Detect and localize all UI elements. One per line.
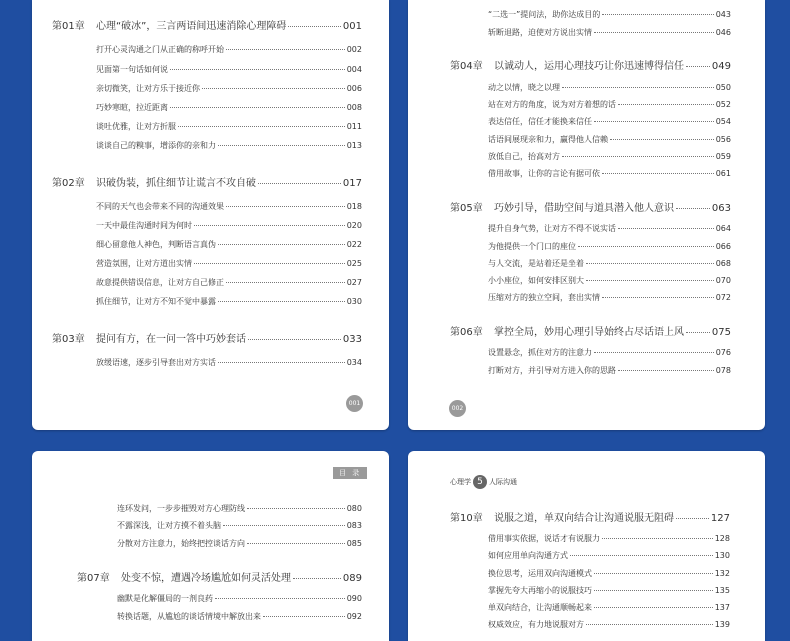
section-entry[interactable] [117,611,362,622]
page-ref: 018 [346,202,362,211]
section-entry[interactable] [488,275,731,286]
section-entry[interactable] [96,201,362,212]
section-title: 谈吐优雅，让对方折服 [96,122,176,131]
section-title: 见面第一句话如何说 [96,65,168,74]
chapter-title: 巧妙引导，借助空间与道具潜入他人意识 [494,203,674,214]
section-title: 打断对方，并引导对方进入你的思路 [488,366,616,375]
leader-dots [602,173,714,174]
leader-dots [594,121,714,122]
leader-dots [218,362,345,363]
section-title: 单双向结合，让沟通顺畅起来 [488,603,592,612]
leader-dots [247,543,345,544]
section-title: 放低自己，抬高对方 [488,152,560,161]
leader-dots [258,183,341,184]
page-ref: 011 [346,122,362,131]
page-ref: 034 [346,358,362,367]
leader-dots [202,88,345,89]
page-ref: 078 [715,366,731,375]
page-ref: 130 [714,551,730,560]
page-ref: 049 [711,61,731,72]
page-ref: 128 [714,534,730,543]
chapter-entry[interactable] [52,17,362,32]
leader-dots [594,607,713,608]
chapter-entry[interactable] [52,330,362,345]
page-ref: 004 [346,65,362,74]
leader-dots [562,87,714,88]
page-ref: 061 [715,169,731,178]
section-title: 换位思考，运用双向沟通模式 [488,569,592,578]
section-title: 为他提供一个门口的座位 [488,242,576,251]
section-title: 提升自身气势，让对方不得不说实话 [488,224,616,233]
section-title: 打开心灵沟通之门从正确的称呼开始 [96,45,224,54]
section-entry[interactable] [488,27,731,38]
leader-dots [178,126,345,127]
chapter-title: 提问有方，在一问一答中巧妙套话 [96,334,246,345]
page-ref: 064 [715,224,731,233]
chapter-title: 心理“破冰”，三言两语间迅速消除心理障碍 [96,21,287,32]
section-title: 小小座位，如何安排区别大 [488,276,584,285]
page-ref: 052 [715,100,731,109]
page-ref: 046 [715,28,731,37]
toc-page-4 [408,451,765,641]
leader-dots [676,518,709,519]
leader-dots [618,228,714,229]
page-ref: 017 [342,178,362,189]
leader-dots [594,32,714,33]
section-title: 巧妙寒暄，拉近距离 [96,103,168,112]
page-ref: 030 [346,297,362,306]
section-entry[interactable] [96,220,362,231]
chapter-label: 第03章 [52,334,85,345]
leader-dots [218,244,345,245]
page-ref: 033 [342,334,362,345]
leader-dots [247,508,345,509]
section-title: 权威效应，有力地说服对方 [488,620,584,629]
section-entry[interactable] [96,83,362,94]
leader-dots [610,139,714,140]
section-entry[interactable] [488,241,731,252]
section-title: 表达信任，信任才能换来信任 [488,117,592,126]
chapter-title: 识破伪装，抓住细节让谎言不攻自破 [96,178,256,189]
page-ref: 127 [710,513,730,524]
page-ref: 013 [346,141,362,150]
section-entry[interactable] [488,550,730,561]
chapter-entry[interactable] [77,569,362,584]
chapter-label: 第02章 [52,178,85,189]
section-entry[interactable] [488,9,731,20]
leader-dots [602,297,714,298]
section-title: 抓住细节，让对方不知不觉中暴露 [96,297,216,306]
section-title: 故意提供错误信息，让对方自己修正 [96,278,224,287]
page-ref: 027 [346,278,362,287]
section-title: 斩断退路，迫使对方说出实情 [488,28,592,37]
section-entry[interactable] [488,82,731,93]
page-ref: 090 [346,594,362,603]
section-entry[interactable] [488,223,731,234]
section-title: 借用故事，让你的言论有据可依 [488,169,600,178]
page-ref: 089 [342,573,362,584]
page-ref: 008 [346,103,362,112]
page-ref: 050 [715,83,731,92]
section-entry[interactable] [96,277,362,288]
chapter-label: 第07章 [77,573,110,584]
section-title: 压缩对方的独立空间，套出实情 [488,293,600,302]
section-title: 谈谈自己的糗事，增添你的亲和力 [96,141,216,150]
page-ref: 066 [715,242,731,251]
leader-dots [263,616,345,617]
section-entry[interactable] [488,347,731,358]
section-entry[interactable] [96,102,362,113]
section-title: 动之以情，晓之以理 [488,83,560,92]
leader-dots [562,156,714,157]
section-entry[interactable] [488,292,731,303]
section-entry[interactable] [96,64,362,75]
chapter-entry[interactable] [450,57,731,72]
section-entry[interactable] [96,140,362,151]
chapter-entry[interactable] [450,199,731,214]
section-entry[interactable] [488,568,730,579]
page-number-badge: 001 [346,395,363,412]
section-title: 不同的天气也会带来不同的沟通效果 [96,202,224,211]
page-ref: 006 [346,84,362,93]
section-entry[interactable] [96,357,362,368]
chapter-entry[interactable] [450,323,731,338]
leader-dots [215,598,345,599]
page-ref: 068 [715,259,731,268]
leader-dots [618,370,714,371]
leader-dots [170,107,345,108]
leader-dots [586,280,714,281]
chapter-label: 第10章 [450,513,483,524]
leader-dots [226,49,345,50]
leader-dots [686,332,710,333]
page-ref: 020 [346,221,362,230]
section-entry[interactable] [117,593,362,604]
toc-tag: 目 录 [333,467,367,479]
page-ref: 002 [346,45,362,54]
section-title: 站在对方的角度，说为对方着想的话 [488,100,616,109]
section-entry[interactable] [117,538,362,549]
leader-dots [618,104,714,105]
chapter-entry[interactable] [450,509,730,524]
chapter-label: 第05章 [450,203,483,214]
section-title: 分散对方注意力，始终把控谈话方向 [117,539,245,548]
leader-dots [586,263,714,264]
leader-dots [288,26,341,27]
section-entry[interactable] [96,121,362,132]
section-title: 不露深浅，让对方摸不着头脑 [117,521,221,530]
page-ref: 054 [715,117,731,126]
section-entry[interactable] [96,296,362,307]
leader-dots [676,208,710,209]
page-ref: 137 [714,603,730,612]
section-title: 如何应用单向沟通方式 [488,551,568,560]
section-title: 掌握先夸大再缩小的说服技巧 [488,586,592,595]
leader-dots [570,555,713,556]
chapter-label: 第01章 [52,21,85,32]
section-entry[interactable] [488,258,731,269]
page-ref: 022 [346,240,362,249]
leader-dots [170,69,345,70]
leader-dots [586,624,713,625]
toc-page-2 [408,0,765,430]
section-entry[interactable] [488,602,730,613]
section-title: 放缓语速，逐步引导套出对方实话 [96,358,216,367]
section-title: 转换话题，从尴尬的谈话情境中解放出来 [117,612,261,621]
page-ref: 063 [711,203,731,214]
section-title: 借用事实依据，说话才有说服力 [488,534,600,543]
leader-dots [602,14,713,15]
page-ref: 085 [346,539,362,548]
leader-dots [226,206,345,207]
section-title: “二选一”提问法，助你达成目的 [488,10,601,19]
leader-dots [594,352,714,353]
page-ref: 001 [342,21,362,32]
page-ref: 025 [346,259,362,268]
section-entry[interactable] [488,168,731,179]
page-ref: 139 [714,620,730,629]
leader-dots [686,66,710,67]
leader-dots [602,538,713,539]
section-title: 营造氛围，让对方道出实情 [96,259,192,268]
section-entry[interactable] [96,258,362,269]
leader-dots [194,263,345,264]
section-title: 连环发问，一步步摧毁对方心理防线 [117,504,245,513]
section-title: 话语间展现亲和力，赢得他人信赖 [488,135,608,144]
chapter-title: 以诚动人，运用心理技巧让你迅速博得信任 [494,61,684,72]
section-entry[interactable] [488,585,730,596]
section-entry[interactable] [488,619,730,630]
section-entry[interactable] [488,99,731,110]
leader-dots [194,225,345,226]
section-entry[interactable] [117,520,362,531]
page-ref: 043 [715,10,731,19]
section-title: 与人交流，是站着还是坐着 [488,259,584,268]
series-number-badge: 5 [473,475,487,489]
page-ref: 135 [714,586,730,595]
leader-dots [594,573,713,574]
header-right: 人际沟通 [489,478,517,486]
leader-dots [218,145,345,146]
section-entry[interactable] [488,533,730,544]
page-ref: 075 [711,327,731,338]
section-title: 幽默是化解僵局的一剂良药 [117,594,213,603]
page-ref: 070 [715,276,731,285]
chapter-title: 处变不惊，遭遇冷场尴尬如何灵活处理 [121,573,291,584]
page-number-badge: 002 [449,400,466,417]
leader-dots [293,578,341,579]
page-ref: 072 [715,293,731,302]
page-ref: 056 [715,135,731,144]
page-ref: 083 [346,521,362,530]
section-entry[interactable] [96,44,362,55]
header-left: 心理学 [450,478,471,486]
chapter-title: 掌控全局，妙用心理引导始终占尽话语上风 [494,327,684,338]
chapter-label: 第06章 [450,327,483,338]
leader-dots [226,282,345,283]
section-entry[interactable] [488,134,731,145]
section-entry[interactable] [488,365,731,376]
chapter-label: 第04章 [450,61,483,72]
page-ref: 092 [346,612,362,621]
page-ref: 080 [346,504,362,513]
chapter-title: 说服之道，单双向结合让沟通说服无阻碍 [494,513,674,524]
section-entry[interactable] [117,503,362,514]
page-ref: 076 [715,348,731,357]
page-ref: 132 [714,569,730,578]
toc-page-1 [32,0,389,430]
leader-dots [248,339,341,340]
page-ref: 059 [715,152,731,161]
leader-dots [578,246,714,247]
leader-dots [594,590,713,591]
section-title: 设置悬念，抓住对方的注意力 [488,348,592,357]
section-entry[interactable] [488,151,731,162]
section-title: 细心留意他人神色，判断语言真伪 [96,240,216,249]
chapter-entry[interactable] [52,174,362,189]
leader-dots [223,525,345,526]
section-title: 一天中最佳沟通时间为何时 [96,221,192,230]
toc-page-3 [32,451,389,641]
section-title: 亲切微笑，让对方乐于接近你 [96,84,200,93]
section-entry[interactable] [96,239,362,250]
running-header [450,475,517,489]
section-entry[interactable] [488,116,731,127]
leader-dots [218,301,345,302]
